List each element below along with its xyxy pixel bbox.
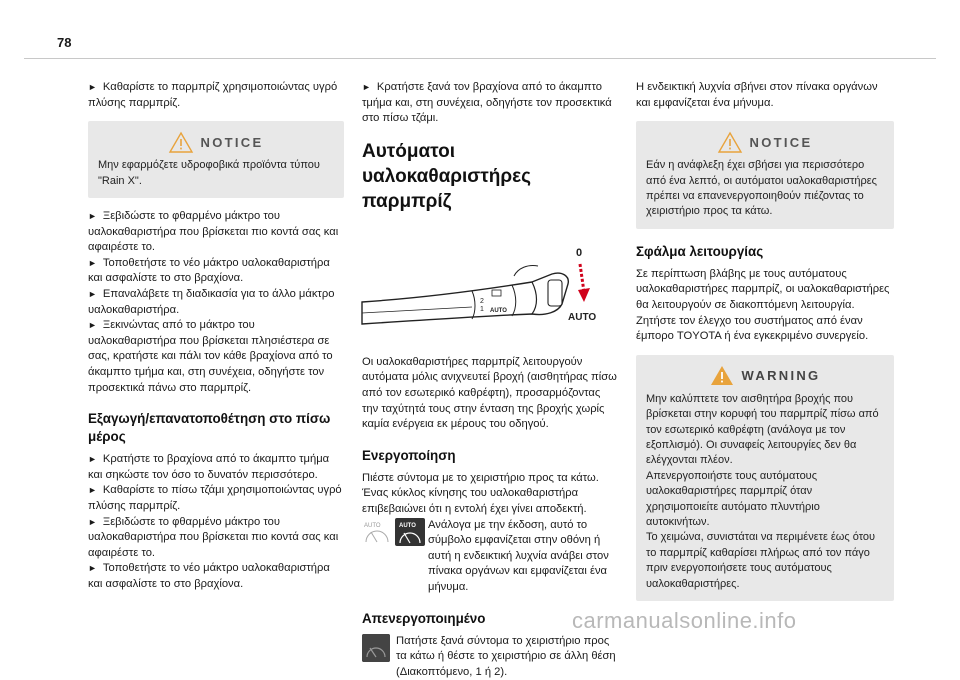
bullet-arrow-icon: ►: [88, 485, 97, 495]
deactivation-text: Πατήστε ξανά σύντομα το χειριστήριο προς τα κάτω ή θέστε το χειριστήριο σε άλλη θέση (Διακοπτόμενο, 1 ή 2).: [396, 634, 618, 680]
bullet-arrow-icon: ►: [88, 517, 97, 527]
warning-title: WARNING: [742, 368, 821, 383]
wiper-stalk-illustration: [362, 224, 618, 344]
notice-header: [646, 129, 884, 155]
notice-header: [98, 129, 334, 155]
section-heading-malfunction: Σφάλμα λειτουργίας: [636, 243, 894, 261]
warning-triangle-icon: [718, 132, 742, 153]
column-3: [636, 80, 894, 612]
illus-auto-label: AUTO: [568, 312, 596, 323]
section-heading-rear: Εξαγωγή/επανατοποθέτηση στο πίσω μέρος: [88, 410, 344, 446]
svg-text:AUTO: AUTO: [364, 523, 381, 529]
notice-text: Μην εφαρμόζετε υδροφοβικά προϊόντα τύπου "Rain X".: [98, 158, 334, 189]
column-1: [88, 80, 344, 592]
warning-text: Μην καλύπτετε τον αισθητήρα βροχής που βρίσκεται στην κορυφή του παρμπρίζ πίσω από τον εσωτερικό καθρέφτη (ανάλογα με τον εξοπλισμό). Οι συναφείς λειτουργίες δεν θα ελέγχονται πλέον. Απενεργοποιήστε τους αυτόματους υαλοκαθαριστήρες παρμπρίζ όταν χρησιμοποιείτε αυτόματο πλυντήριο αυτοκινήτων. Το χειμώνα, συνιστάται να περιμένετε έως ότου το παρμπρίζ καθαρίσει πλήρως από τον πάγο πριν ενεργοποιήσετε τους αυτόματους υαλοκαθαριστήρες.: [646, 392, 884, 592]
warning-box: [636, 355, 894, 601]
column-2: [362, 80, 618, 680]
notice-box: [636, 121, 894, 229]
page-number: 78: [57, 35, 71, 50]
bullet-item: ► Τοποθετήστε το νέο μάκτρο υαλοκαθαριστήρα και ασφαλίστε το στο βραχίονα.: [88, 561, 344, 592]
illus-zero-label: 0: [576, 247, 582, 259]
bullet-item: ► Ξεβιδώστε το φθαρμένο μάκτρο του υαλοκαθαριστήρα που βρίσκεται πιο κοντά σας και αφαιρέστε το.: [88, 209, 344, 256]
bullet-arrow-icon: ►: [362, 82, 371, 92]
arrow-down-icon: [578, 288, 590, 302]
notice-text: Εάν η ανάφλεξη έχει σβήσει για περισσότερο από ένα λεπτό, οι αυτόματοι υαλοκαθαριστήρες πρέπει να επανενεργοποιηθούν πιέζοντας το χειριστήριο προς τα κάτω.: [646, 158, 884, 220]
bullet-item: ► Επαναλάβετε τη διαδικασία για το άλλο μάκτρο υαλοκαθαριστήρα.: [88, 287, 344, 318]
section-title-auto-wipers: Αυτόματοι υαλοκαθαριστήρες παρμπρίζ: [362, 139, 618, 214]
notice-box: [88, 121, 344, 198]
bullet-item: ► Κρατήστε ξανά τον βραχίονα από το άκαμπτο τμήμα και, στη συνέχεια, οδηγήστε τον προσεκτικά στο πίσω τζάμι.: [362, 80, 618, 127]
auto-wiper-icon: [395, 518, 425, 546]
bullet-arrow-icon: ►: [88, 289, 97, 299]
warning-header: [646, 363, 884, 389]
bullet-arrow-icon: ►: [88, 211, 97, 221]
bullet-item: ► Ξεκινώντας από το μάκτρο του υαλοκαθαριστήρα που βρίσκεται πλησιέστερα σε σας, κρατήστε και πάλι τον κάθε βραχίονα από το άκαμπτο τμήμα και, στη συνέχεια, οδηγήστε τον προσεκτικά πάνω στο παρμπρίζ.: [88, 318, 344, 396]
wiper-off-icon: [362, 634, 390, 662]
activation-text: Πιέστε σύντομα με το χειριστήριο προς τα κάτω. Ένας κύκλος κίνησης του υαλοκαθαριστήρα επιβεβαιώνει ότι η εντολή έχει γίνει αποδεκτή.: [362, 471, 618, 518]
bullet-arrow-icon: ►: [88, 82, 97, 92]
deactivation-row: [362, 634, 618, 680]
svg-text:1: 1: [480, 306, 484, 313]
bullet-arrow-icon: ►: [88, 454, 97, 464]
watermark: carmanualsonline.info: [572, 608, 797, 634]
bullet-arrow-icon: ►: [88, 563, 97, 573]
top-divider: [24, 58, 936, 59]
bullet-item: ► Κρατήστε το βραχίονα από το άκαμπτο τμήμα και σηκώστε τον όσο το δυνατόν περισσότερο.: [88, 452, 344, 483]
malfunction-text: Σε περίπτωση βλάβης με τους αυτόματους υαλοκαθαριστήρες παρμπρίζ, οι υαλοκαθαριστήρες θα λειτουργούν σε διακοπτόμενη λειτουργία. Ζητήστε τον έλεγχο του συστήματος από έναν έμπορο TOYOTA ή ένα εγκεκριμένο συνεργείο.: [636, 267, 894, 345]
indicator-off-text: Η ενδεικτική λυχνία σβήνει στον πίνακα οργάνων και εμφανίζεται ένα μήνυμα.: [636, 80, 894, 111]
bullet-arrow-icon: ►: [88, 258, 97, 268]
bullet-item: ► Τοποθετήστε το νέο μάκτρο υαλοκαθαριστήρα και ασφαλίστε το στο βραχίονα.: [88, 256, 344, 287]
notice-title: NOTICE: [750, 135, 813, 150]
bullet-item: ► Καθαρίστε το παρμπρίζ χρησιμοποιώντας υγρό πλύσης παρμπρίζ.: [88, 80, 344, 111]
svg-text:AUTO: AUTO: [399, 523, 416, 529]
svg-text:2: 2: [480, 298, 484, 305]
auto-wiper-outline-icon: [362, 518, 392, 546]
notice-title: NOTICE: [201, 135, 264, 150]
bullet-item: ► Ξεβιδώστε το φθαρμένο μάκτρο του υαλοκαθαριστήρα που βρίσκεται πιο κοντά σας και αφαιρέστε το.: [88, 515, 344, 562]
bullet-item: ► Καθαρίστε το πίσω τζάμι χρησιμοποιώντας υγρό πλύσης παρμπρίζ.: [88, 483, 344, 514]
section-heading-deactivation: Απενεργοποιημένο: [362, 610, 618, 628]
activation-icon-row: [362, 518, 618, 596]
warning-triangle-icon: [710, 365, 734, 386]
auto-wiper-intro: Οι υαλοκαθαριστήρες παρμπρίζ λειτουργούν αυτόματα μόλις ανιχνευτεί βροχή (αισθητήρας πίσω από τον εσωτερικό καθρέφτη), προσαρμόζοντας την ταχύτητά τους στην ένταση της βροχής χωρίς καμία ενέργεια εκ μέρους του οδηγού.: [362, 355, 618, 433]
stalk-auto-label: AUTO: [490, 308, 507, 314]
bullet-arrow-icon: ►: [88, 320, 97, 330]
warning-triangle-icon: [169, 132, 193, 153]
activation-icon-text: Ανάλογα με την έκδοση, αυτό το σύμβολο εμφανίζεται στην οθόνη ή αυτή η ενδεικτική λυχνία ανάβει στον πίνακα οργάνων και εμφανίζεται ένα μήνυμα.: [428, 518, 618, 596]
section-heading-activation: Ενεργοποίηση: [362, 447, 618, 465]
